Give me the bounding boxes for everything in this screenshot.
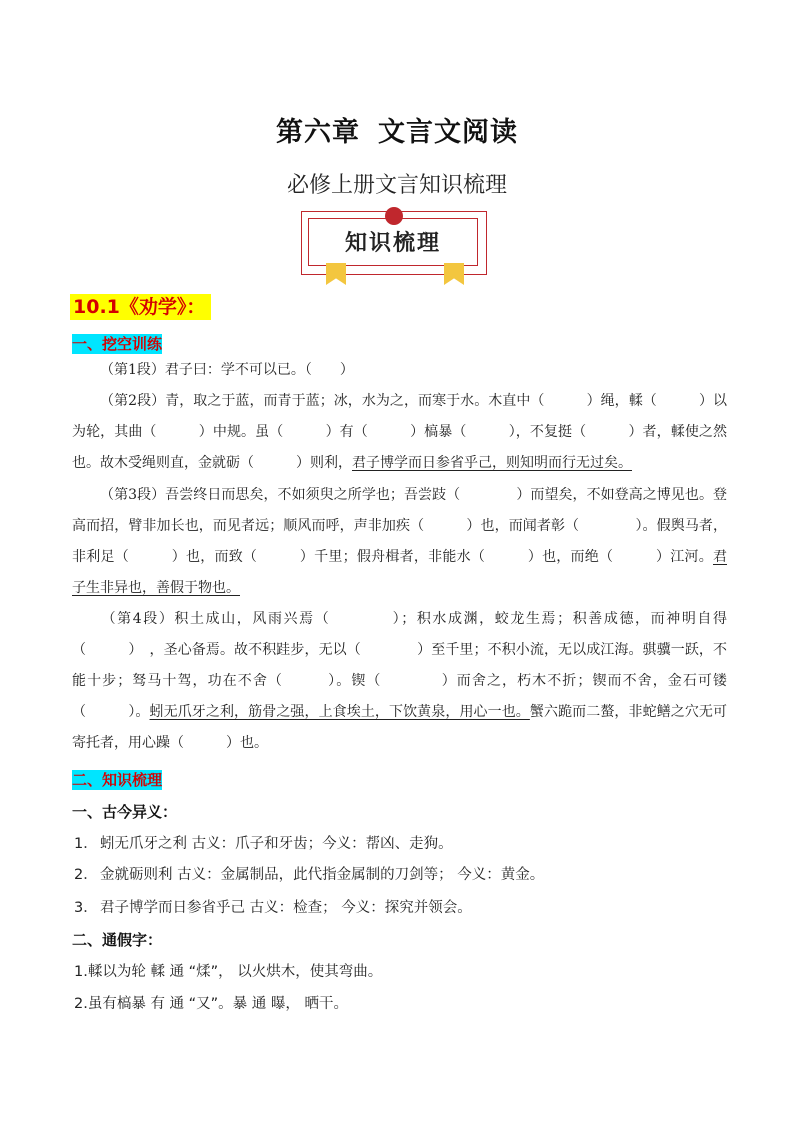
paragraph-3: （第3段）吾尝终日而思矣，不如须臾之所学也；吾尝跂（ ）而望矣，不如登高之博见也。登高而招，臂非加长也，而见者远；顺风而呼，声非加疾（ ）也，而闻者彰（ ）。假舆马者，非利足（ ）也，而致（ ）千里；假舟楫者，非能水（ ）也，而绝（ ）江河。君子生非异也，善假于物也。	[72, 487, 727, 596]
section-heading: 10.1《劝学》：	[70, 294, 211, 320]
part1-heading: 一、挖空训练	[72, 335, 163, 353]
sub1-heading: 一、古今异义：	[72, 803, 178, 821]
ribbon-right-icon	[444, 263, 464, 285]
ribbon-left-icon	[326, 263, 346, 285]
part2-heading: 二、知识梳理	[72, 771, 163, 789]
sub2-heading: 二、通假字：	[72, 931, 163, 949]
chapter-number: 第六章	[276, 117, 360, 148]
banner-label: 知识梳理	[344, 231, 441, 256]
subtitle: 必修上册文言知识梳理	[286, 173, 507, 198]
list-item: 1． 蚓无爪牙之利 古义：爪子和牙齿；今义：帮凶、走狗。	[74, 836, 453, 852]
paragraph-2: （第2段）青，取之于蓝，而青于蓝；冰，水为之，而寒于水。木直中（ ）绳，輮（ ）以为轮，其曲（ ）中规。虽（ ）有（ ）槁暴（ ），不复挺（ ）者，輮使之然也。故木受绳则直，金就砺（ ）则利，君子博学而日参省乎己，则知明而行无过矣。	[72, 393, 727, 471]
list-item: 3． 君子博学而日参省乎己 古义：检查； 今义：探究并领会。	[74, 900, 472, 916]
banner-dot-icon	[385, 207, 403, 225]
list-item: 1.輮以为轮 輮 通 “煣”， 以火烘木，使其弯曲。	[74, 964, 383, 980]
paragraph-1: （第1段）君子曰：学不可以已。（ ）	[100, 362, 354, 378]
list-item: 2． 金就砺则利 古义：金属制品，此代指金属制的刀剑等； 今义：黄金。	[74, 867, 545, 883]
paragraph-4: （第4段）积土成山，风雨兴焉（ ）；积水成渊，蛟龙生焉；积善成德，而神明自得（ ） ，圣心备焉。故不积跬步，无以（ ）至千里；不积小流，无以成江海。骐骥一跃，不能十步；驽马十驾，功在不舍（ ）。锲（ ）而舍之，朽木不折；锲而不舍，金石可镂（ ）。蚓无爪牙之利，筋骨之强，上食埃土，下饮黄泉，用心一也。蟹六跪而二螯，非蛇鳝之穴无可寄托者，用心躁（ ）也。	[72, 611, 728, 751]
list-item: 2.虽有槁暴 有 通 “又”。暴 通 曝， 晒干。	[74, 996, 349, 1012]
paragraph-3-underline: 君子生非异也，善假于物也。	[72, 549, 727, 596]
paragraph-4-underline: 蚓无爪牙之利，筋骨之强，上食埃土，下饮黄泉，用心一也。	[149, 704, 530, 720]
paragraph-2-underline: 君子博学而日参省乎己，则知明而行无过矣。	[352, 455, 632, 471]
chapter-title	[0, 110, 794, 149]
knowledge-banner	[301, 207, 487, 285]
chapter-name: 文言文阅读	[378, 117, 518, 148]
